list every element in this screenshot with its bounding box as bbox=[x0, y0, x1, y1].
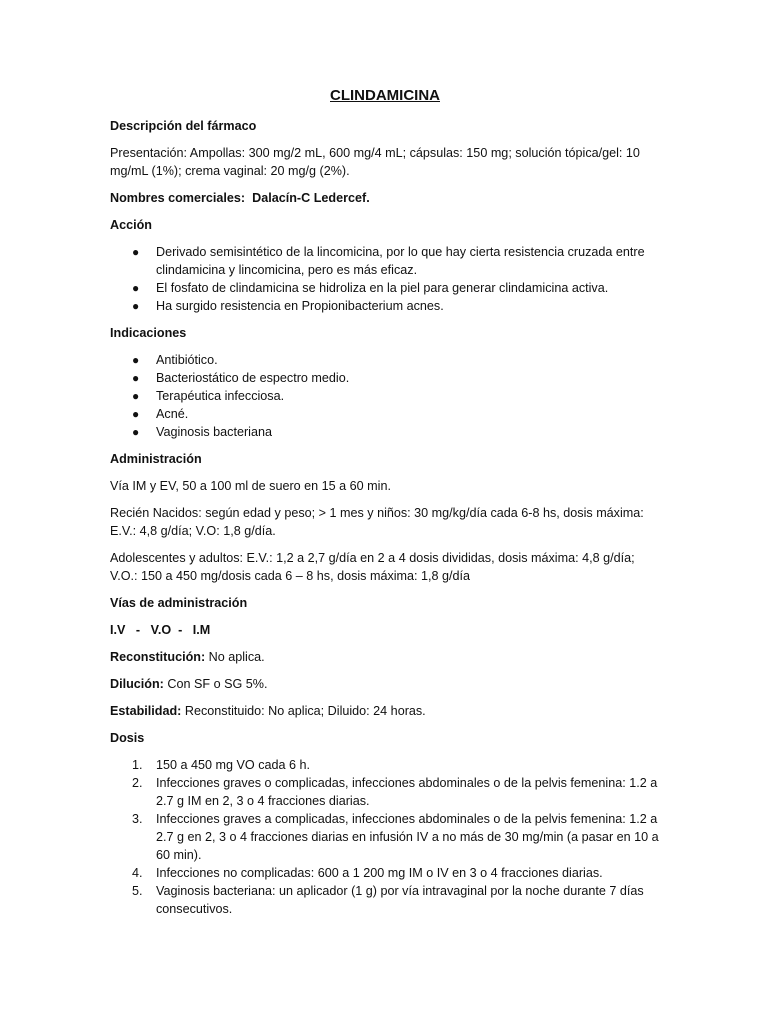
nombres-comerciales-label: Nombres comerciales: bbox=[110, 191, 246, 205]
list-item-text: Terapéutica infecciosa. bbox=[156, 389, 285, 403]
bullet-icon: ● bbox=[132, 371, 140, 385]
list-item-text: Infecciones graves a complicadas, infecciones abdominales o de la pelvis femenina: 1.2 a 2.7 g en 2, 3 o 4 fracciones diarias en infusión IV a no más de 30 mg/min (a pasar en 10 a 60 min). bbox=[156, 812, 659, 862]
bullet-icon: ● bbox=[132, 407, 140, 421]
list-item bbox=[110, 774, 660, 810]
adolescentes-text: Adolescentes y adultos: E.V.: 1,2 a 2,7 g/día en 2 a 4 dosis divididas, dosis máxima: 4,8 g/día; V.O.: 150 a 450 mg/dosis cada 6 – 8 hs, dosis máxima: 1,8 g/día bbox=[110, 551, 635, 583]
list-item bbox=[110, 279, 660, 297]
nombres-comerciales-value: Dalacín-C Ledercef. bbox=[252, 191, 370, 205]
list-item-text: Infecciones graves o complicadas, infecciones abdominales o de la pelvis femenina: 1.2 a 2.7 g IM en 2, 3 o 4 fracciones diarias. bbox=[156, 776, 658, 808]
nombres-comerciales bbox=[110, 189, 660, 207]
via-text: Vía IM y EV, 50 a 100 ml de suero en 15 a 60 min. bbox=[110, 479, 391, 493]
list-number: 1. bbox=[132, 758, 143, 772]
reconstitucion-label: Reconstitución: bbox=[110, 650, 206, 664]
estabilidad-value: Reconstituido: No aplica; Diluido: 24 horas. bbox=[181, 704, 426, 718]
list-item bbox=[110, 882, 660, 918]
list-item bbox=[110, 810, 660, 864]
dilucion-line bbox=[110, 675, 660, 693]
descripcion-heading: Descripción del fármaco bbox=[110, 119, 257, 133]
list-item-text: Antibiótico. bbox=[156, 353, 218, 367]
document-title: CLINDAMICINA bbox=[330, 87, 440, 104]
list-item-text: El fosfato de clindamicina se hidroliza en la piel para generar clindamicina activa. bbox=[156, 281, 609, 295]
list-item bbox=[110, 864, 660, 882]
reconstitucion-line bbox=[110, 648, 660, 666]
bullet-icon: ● bbox=[132, 281, 140, 295]
list-item-text: Vaginosis bacteriana: un aplicador (1 g) por vía intravaginal por la noche durante 7 días consecutivos. bbox=[156, 884, 644, 916]
list-number: 2. bbox=[132, 776, 143, 790]
indicaciones-heading: Indicaciones bbox=[110, 326, 187, 340]
list-item bbox=[110, 243, 660, 279]
bullet-icon: ● bbox=[132, 245, 140, 259]
dilucion-value: Con SF o SG 5%. bbox=[163, 677, 268, 691]
dosis-list bbox=[110, 756, 660, 918]
estabilidad-line bbox=[110, 702, 660, 720]
recien-nacidos-text: Recién Nacidos: según edad y peso; > 1 mes y niños: 30 mg/kg/día cada 6-8 hs, dosis máxima: E.V.: 4,8 g/día; V.O: 1,8 g/día. bbox=[110, 506, 644, 538]
bullet-icon: ● bbox=[132, 353, 140, 367]
list-number: 4. bbox=[132, 866, 143, 880]
list-number: 5. bbox=[132, 884, 143, 898]
list-item bbox=[110, 387, 660, 405]
list-item-text: Infecciones no complicadas: 600 a 1 200 mg IM o IV en 3 o 4 fracciones diarias. bbox=[156, 866, 603, 880]
estabilidad-label: Estabilidad: bbox=[110, 704, 182, 718]
list-item bbox=[110, 351, 660, 369]
list-item-text: Vaginosis bacteriana bbox=[156, 425, 272, 439]
presentacion-text: Presentación: Ampollas: 300 mg/2 mL, 600 mg/4 mL; cápsulas: 150 mg; solución tópica/gel: 10 mg/mL (1%); crema vaginal: 20 mg/g (2%). bbox=[110, 146, 640, 178]
list-item bbox=[110, 756, 660, 774]
list-item-text: 150 a 450 mg VO cada 6 h. bbox=[156, 758, 311, 772]
list-item bbox=[110, 405, 660, 423]
list-item-text: Ha surgido resistencia en Propionibacterium acnes. bbox=[156, 299, 444, 313]
accion-heading: Acción bbox=[110, 218, 152, 232]
list-item-text: Acné. bbox=[156, 407, 189, 421]
vias-heading: Vías de administración bbox=[110, 596, 248, 610]
bullet-icon: ● bbox=[132, 389, 140, 403]
dilucion-label: Dilución: bbox=[110, 677, 164, 691]
list-number: 3. bbox=[132, 812, 143, 826]
bullet-icon: ● bbox=[132, 425, 140, 439]
vias-value: I.V - V.O - I.M bbox=[110, 623, 211, 637]
accion-list bbox=[110, 243, 660, 315]
list-item-text: Bacteriostático de espectro medio. bbox=[156, 371, 350, 385]
dosis-heading: Dosis bbox=[110, 731, 145, 745]
administracion-heading: Administración bbox=[110, 452, 202, 466]
reconstitucion-value: No aplica. bbox=[205, 650, 265, 664]
list-item bbox=[110, 369, 660, 387]
list-item-text: Derivado semisintético de la lincomicina, por lo que hay cierta resistencia cruzada entre clindamicina y lincomicina, pero es más eficaz. bbox=[156, 245, 645, 277]
bullet-icon: ● bbox=[132, 299, 140, 313]
document-page bbox=[110, 86, 660, 927]
list-item bbox=[110, 423, 660, 441]
list-item bbox=[110, 297, 660, 315]
indicaciones-list bbox=[110, 351, 660, 441]
